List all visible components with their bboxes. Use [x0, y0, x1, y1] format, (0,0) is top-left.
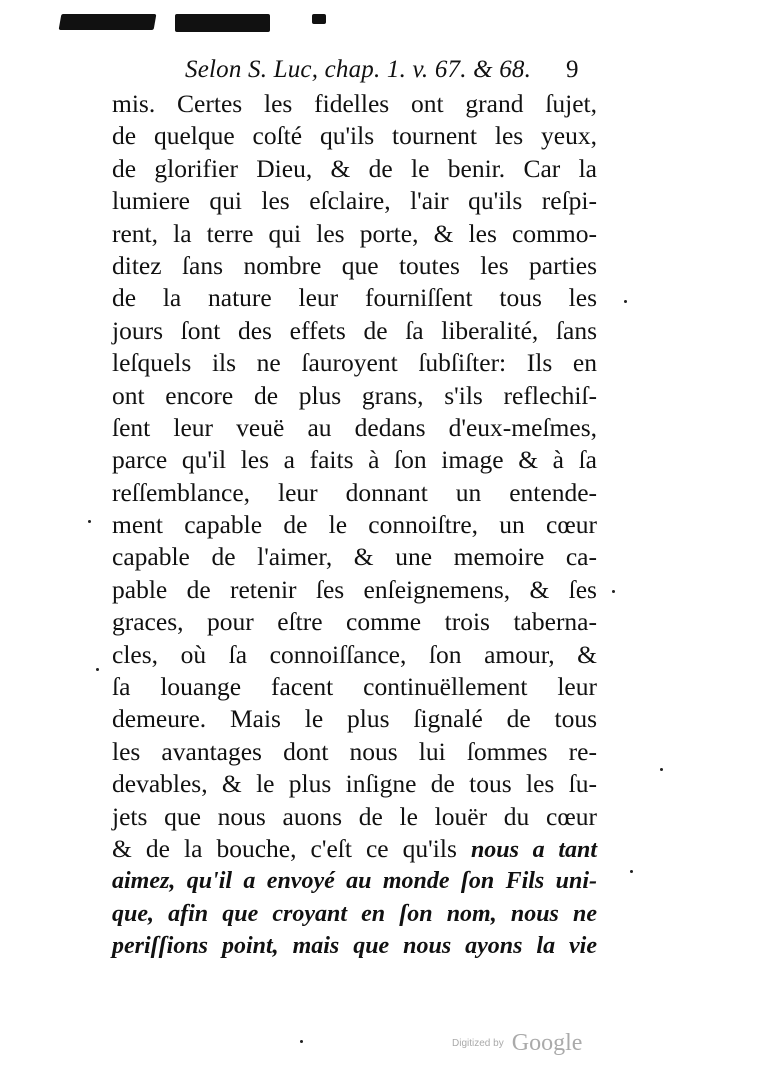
text-line: ont encore de plus grans, s'ils reflechiſ-	[112, 380, 597, 410]
speck	[630, 870, 633, 873]
text-line: capable de l'aimer, & une memoire ca-	[112, 542, 597, 572]
text-line: jours ſont des effets de ſa liberalité, ſans	[112, 315, 597, 345]
body-text	[112, 88, 597, 963]
digitized-by-google-watermark	[452, 1030, 602, 1060]
running-head: Selon S. Luc, chap. 1. v. 67. & 68.	[185, 56, 532, 83]
text-line: les avantages dont nous lui ſommes re-	[112, 736, 597, 766]
text-line: de quelque coſté qu'ils tournent les yeux,	[112, 121, 597, 151]
italic-text-line: que, afin que croyant en ſon nom, nous ne	[112, 900, 597, 927]
text-line: ditez ſans nombre que toutes les parties	[112, 250, 597, 280]
text-line-roman: & de la bouche, c'eſt ce qu'ils	[112, 833, 457, 863]
text-line: leſquels ils ne ſauroyent ſubſiſter: Ils en	[112, 348, 597, 378]
digitized-by-label: Digitized by	[452, 1038, 504, 1049]
top-ink-smudge	[312, 14, 326, 24]
page-number: 9	[566, 56, 579, 83]
speck	[624, 300, 627, 303]
speck	[612, 590, 615, 593]
text-line: devables, & le plus inſigne de tous les ſu-	[112, 769, 597, 799]
text-line: parce qu'il les a faits à ſon image & à ſa	[112, 445, 597, 475]
text-line: cles, où ſa connoiſſance, ſon amour, &	[112, 639, 597, 669]
text-line: pable de retenir ſes enſeignemens, & ſes	[112, 574, 597, 604]
text-line: mis. Certes les fidelles ont grand ſujet,	[112, 89, 597, 118]
text-line: de glorifier Dieu, & de le benir. Car la	[112, 153, 597, 183]
text-line: ſent leur veuë au dedans d'eux-meſmes,	[112, 412, 597, 442]
speck	[88, 520, 91, 523]
speck	[660, 768, 663, 771]
text-line: jets que nous auons de le louër du cœur	[112, 801, 597, 831]
text-line: demeure. Mais le plus ſignalé de tous	[112, 704, 597, 734]
italic-text-line: aimez, qu'il a envoyé au monde ſon Fils uni-	[112, 868, 597, 895]
text-line: ſa louange facent continuëllement leur	[112, 672, 597, 702]
text-line: de la nature leur fourniſſent tous les	[112, 283, 597, 313]
text-line-italic: nous a tant	[470, 836, 598, 863]
text-line: reſſemblance, leur donnant un entende-	[112, 477, 597, 507]
text-line: graces, pour eſtre comme trois taberna-	[112, 607, 597, 637]
text-line	[112, 833, 597, 865]
text-line: ment capable de le connoiſtre, un cœur	[112, 510, 597, 540]
speck	[96, 668, 99, 671]
text-line: lumiere qui les eſclaire, l'air qu'ils reſpi-	[112, 186, 597, 216]
top-ink-smudge	[59, 14, 157, 30]
italic-text-line: periſſions point, mais que nous ayons la vie	[112, 933, 597, 960]
speck	[300, 1040, 303, 1043]
text-line: rent, la terre qui les porte, & les commo-	[112, 218, 597, 248]
google-label: Google	[511, 1030, 583, 1056]
top-ink-smudge	[175, 14, 270, 32]
